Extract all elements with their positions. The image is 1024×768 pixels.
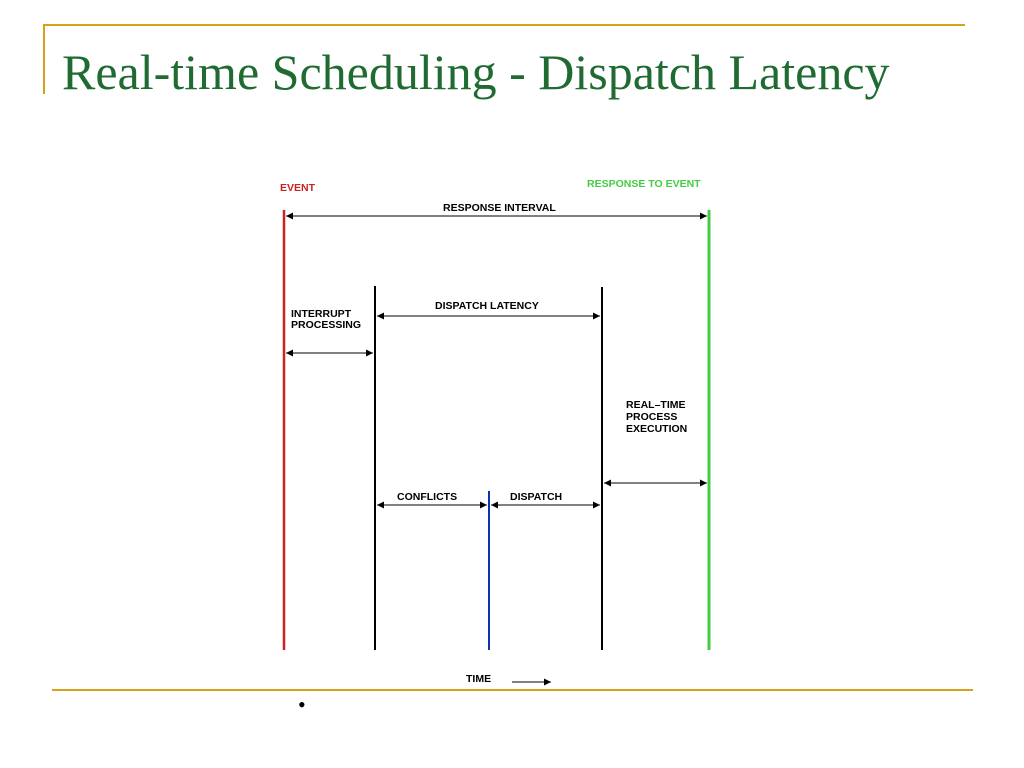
realtime-execution-label-line2: PROCESS xyxy=(626,411,678,423)
dispatch-latency-label: DISPATCH LATENCY xyxy=(435,300,539,312)
response-interval-label: RESPONSE INTERVAL xyxy=(443,202,556,214)
conflicts-label: CONFLICTS xyxy=(397,491,458,503)
interrupt-processing-label-line1: INTERRUPT xyxy=(291,308,352,320)
event-label: EVENT xyxy=(280,182,316,194)
dispatch-label: DISPATCH xyxy=(510,491,563,503)
realtime-execution-label-line1: REAL–TIME xyxy=(626,399,686,411)
bottom-rule xyxy=(52,689,973,691)
realtime-execution-label-line3: EXECUTION xyxy=(626,423,688,435)
slide-title: Real-time Scheduling - Dispatch Latency xyxy=(62,44,890,100)
bullet-point: • xyxy=(298,692,306,717)
interrupt-processing-label-line2: PROCESSING xyxy=(291,319,362,331)
time-label: TIME xyxy=(466,673,492,685)
response-to-event-label: RESPONSE TO EVENT xyxy=(587,178,701,190)
